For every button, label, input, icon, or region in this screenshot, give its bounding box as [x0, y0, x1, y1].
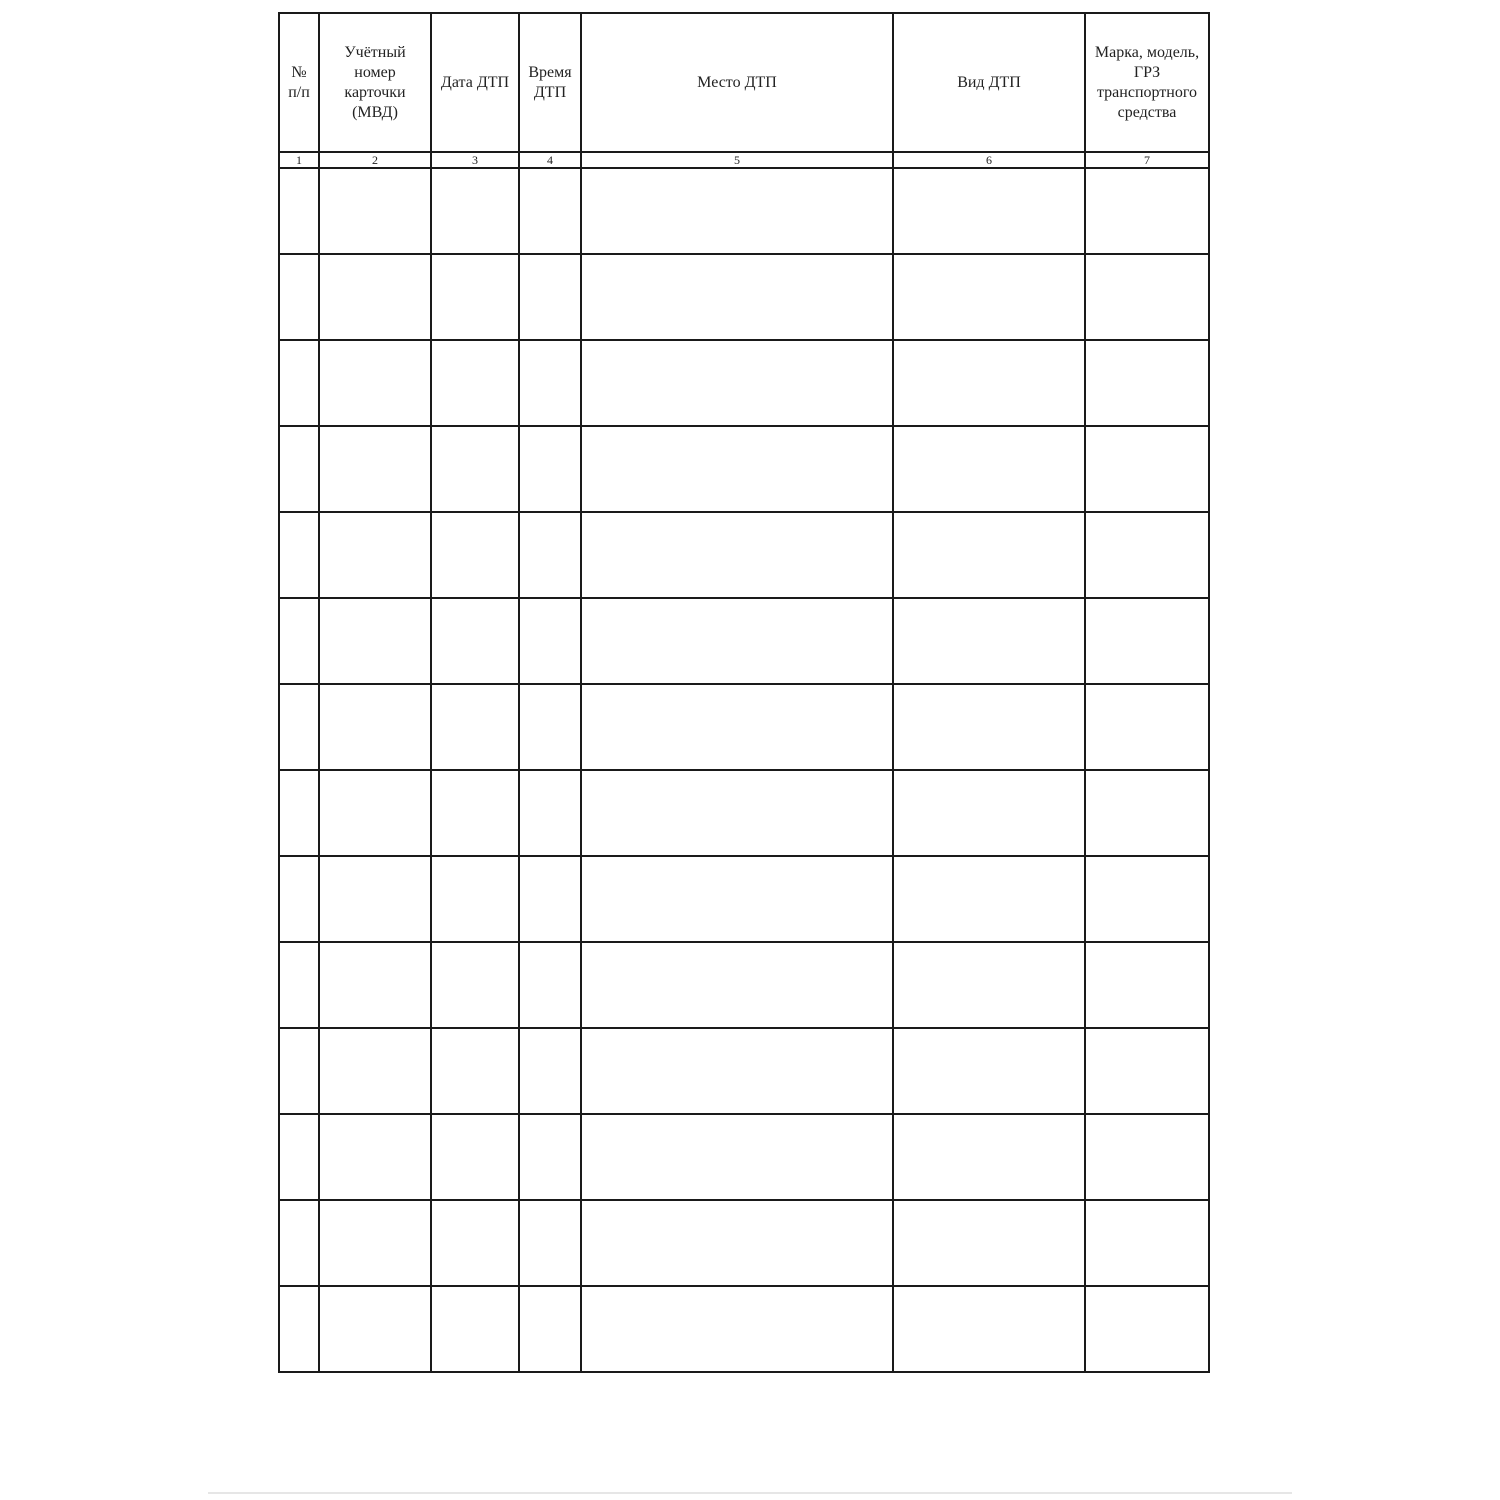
table-cell	[319, 1200, 431, 1286]
table-cell	[893, 598, 1085, 684]
table-cell	[1085, 168, 1209, 254]
table-cell	[1085, 512, 1209, 598]
table-cell	[893, 340, 1085, 426]
table-cell	[319, 684, 431, 770]
table-cell	[581, 1028, 893, 1114]
table-cell	[893, 1286, 1085, 1372]
column-number: 2	[319, 152, 431, 168]
header-cell-date	[431, 13, 519, 152]
table-cell	[319, 598, 431, 684]
header-cell-time	[519, 13, 581, 152]
table-row	[279, 1200, 1209, 1286]
table-cell	[431, 1114, 519, 1200]
table-row	[279, 770, 1209, 856]
table-cell	[319, 856, 431, 942]
table-cell	[519, 426, 581, 512]
table-cell	[319, 254, 431, 340]
header-label: Дата ДТП	[440, 73, 510, 91]
table-cell	[1085, 340, 1209, 426]
header-label: Время ДТП	[528, 63, 572, 101]
table-cell	[431, 512, 519, 598]
table-row	[279, 942, 1209, 1028]
table-cell	[1085, 1200, 1209, 1286]
table-cell	[431, 770, 519, 856]
table-cell	[319, 942, 431, 1028]
column-number: 3	[431, 152, 519, 168]
table-cell	[519, 598, 581, 684]
table-cell	[1085, 1286, 1209, 1372]
table-cell	[893, 168, 1085, 254]
table-cell	[279, 598, 319, 684]
table-cell	[431, 426, 519, 512]
table-cell	[519, 1028, 581, 1114]
table-cell	[319, 512, 431, 598]
table-row	[279, 598, 1209, 684]
table-cell	[519, 340, 581, 426]
table-row	[279, 340, 1209, 426]
column-number-row	[279, 152, 1209, 168]
column-number: 4	[519, 152, 581, 168]
table-cell	[893, 856, 1085, 942]
header-cell-number	[279, 13, 319, 152]
table-cell	[319, 340, 431, 426]
table-cell	[519, 770, 581, 856]
table-cell	[581, 1114, 893, 1200]
table-cell	[431, 168, 519, 254]
header-label: № п/п	[288, 63, 310, 101]
table-cell	[1085, 1114, 1209, 1200]
table-cell	[519, 942, 581, 1028]
table-cell	[581, 942, 893, 1028]
header-label: Учётный номер карточки (МВД)	[344, 43, 406, 121]
table-cell	[581, 856, 893, 942]
table-cell	[519, 684, 581, 770]
column-number: 5	[581, 152, 893, 168]
table-cell	[581, 340, 893, 426]
table-cell	[319, 426, 431, 512]
table-cell	[893, 512, 1085, 598]
table-cell	[519, 1286, 581, 1372]
table-cell	[893, 942, 1085, 1028]
table-cell	[519, 856, 581, 942]
table-cell	[319, 1286, 431, 1372]
table-row	[279, 1286, 1209, 1372]
table-cell	[279, 254, 319, 340]
table-cell	[431, 254, 519, 340]
table-cell	[279, 340, 319, 426]
table-cell	[581, 684, 893, 770]
table-cell	[519, 1200, 581, 1286]
table-cell	[431, 684, 519, 770]
table-cell	[581, 598, 893, 684]
header-label: Марка, модель, ГРЗ транспортного средства	[1094, 43, 1200, 121]
table-cell	[1085, 684, 1209, 770]
table-cell	[893, 770, 1085, 856]
table-cell	[893, 1028, 1085, 1114]
header-label: Вид ДТП	[957, 73, 1021, 91]
table-cell	[279, 1200, 319, 1286]
table-cell	[1085, 856, 1209, 942]
header-cell-card-number	[319, 13, 431, 152]
table-cell	[431, 1286, 519, 1372]
table-cell	[431, 856, 519, 942]
table-cell	[581, 254, 893, 340]
column-number: 6	[893, 152, 1085, 168]
table-cell	[431, 340, 519, 426]
table-cell	[319, 168, 431, 254]
table-cell	[279, 1114, 319, 1200]
table-cell	[279, 512, 319, 598]
table-row	[279, 856, 1209, 942]
table-cell	[581, 512, 893, 598]
table-cell	[1085, 942, 1209, 1028]
table-cell	[893, 254, 1085, 340]
table-cell	[279, 1286, 319, 1372]
table-cell	[1085, 770, 1209, 856]
table-cell	[581, 426, 893, 512]
table-cell	[319, 1028, 431, 1114]
header-cell-vehicle	[1085, 13, 1209, 152]
table-cell	[279, 942, 319, 1028]
table-cell	[519, 168, 581, 254]
table-row	[279, 512, 1209, 598]
table-row	[279, 1028, 1209, 1114]
table-cell	[279, 770, 319, 856]
table-row	[279, 168, 1209, 254]
table-cell	[893, 1200, 1085, 1286]
table-row	[279, 426, 1209, 512]
table-cell	[279, 684, 319, 770]
table-cell	[581, 770, 893, 856]
accident-register-table	[278, 12, 1210, 1373]
table-cell	[581, 168, 893, 254]
column-number: 7	[1085, 152, 1209, 168]
table-cell	[279, 1028, 319, 1114]
table-cell	[1085, 426, 1209, 512]
header-row	[279, 13, 1209, 152]
table-cell	[1085, 1028, 1209, 1114]
table-cell	[893, 684, 1085, 770]
table-cell	[431, 1200, 519, 1286]
table-row	[279, 1114, 1209, 1200]
header-cell-place	[581, 13, 893, 152]
table-cell	[893, 1114, 1085, 1200]
table-cell	[319, 770, 431, 856]
table-cell	[519, 512, 581, 598]
table-cell	[319, 1114, 431, 1200]
table-cell	[431, 1028, 519, 1114]
table-cell	[1085, 254, 1209, 340]
header-cell-type	[893, 13, 1085, 152]
table-cell	[279, 168, 319, 254]
table-row	[279, 684, 1209, 770]
table-cell	[1085, 598, 1209, 684]
table-cell	[431, 942, 519, 1028]
table-cell	[279, 426, 319, 512]
table-cell	[431, 598, 519, 684]
table-cell	[519, 254, 581, 340]
page-divider	[208, 1492, 1292, 1494]
table-row	[279, 254, 1209, 340]
table-cell	[581, 1200, 893, 1286]
header-label: Место ДТП	[697, 73, 777, 91]
table-cell	[519, 1114, 581, 1200]
column-number: 1	[279, 152, 319, 168]
table-cell	[893, 426, 1085, 512]
table-cell	[581, 1286, 893, 1372]
table-cell	[279, 856, 319, 942]
